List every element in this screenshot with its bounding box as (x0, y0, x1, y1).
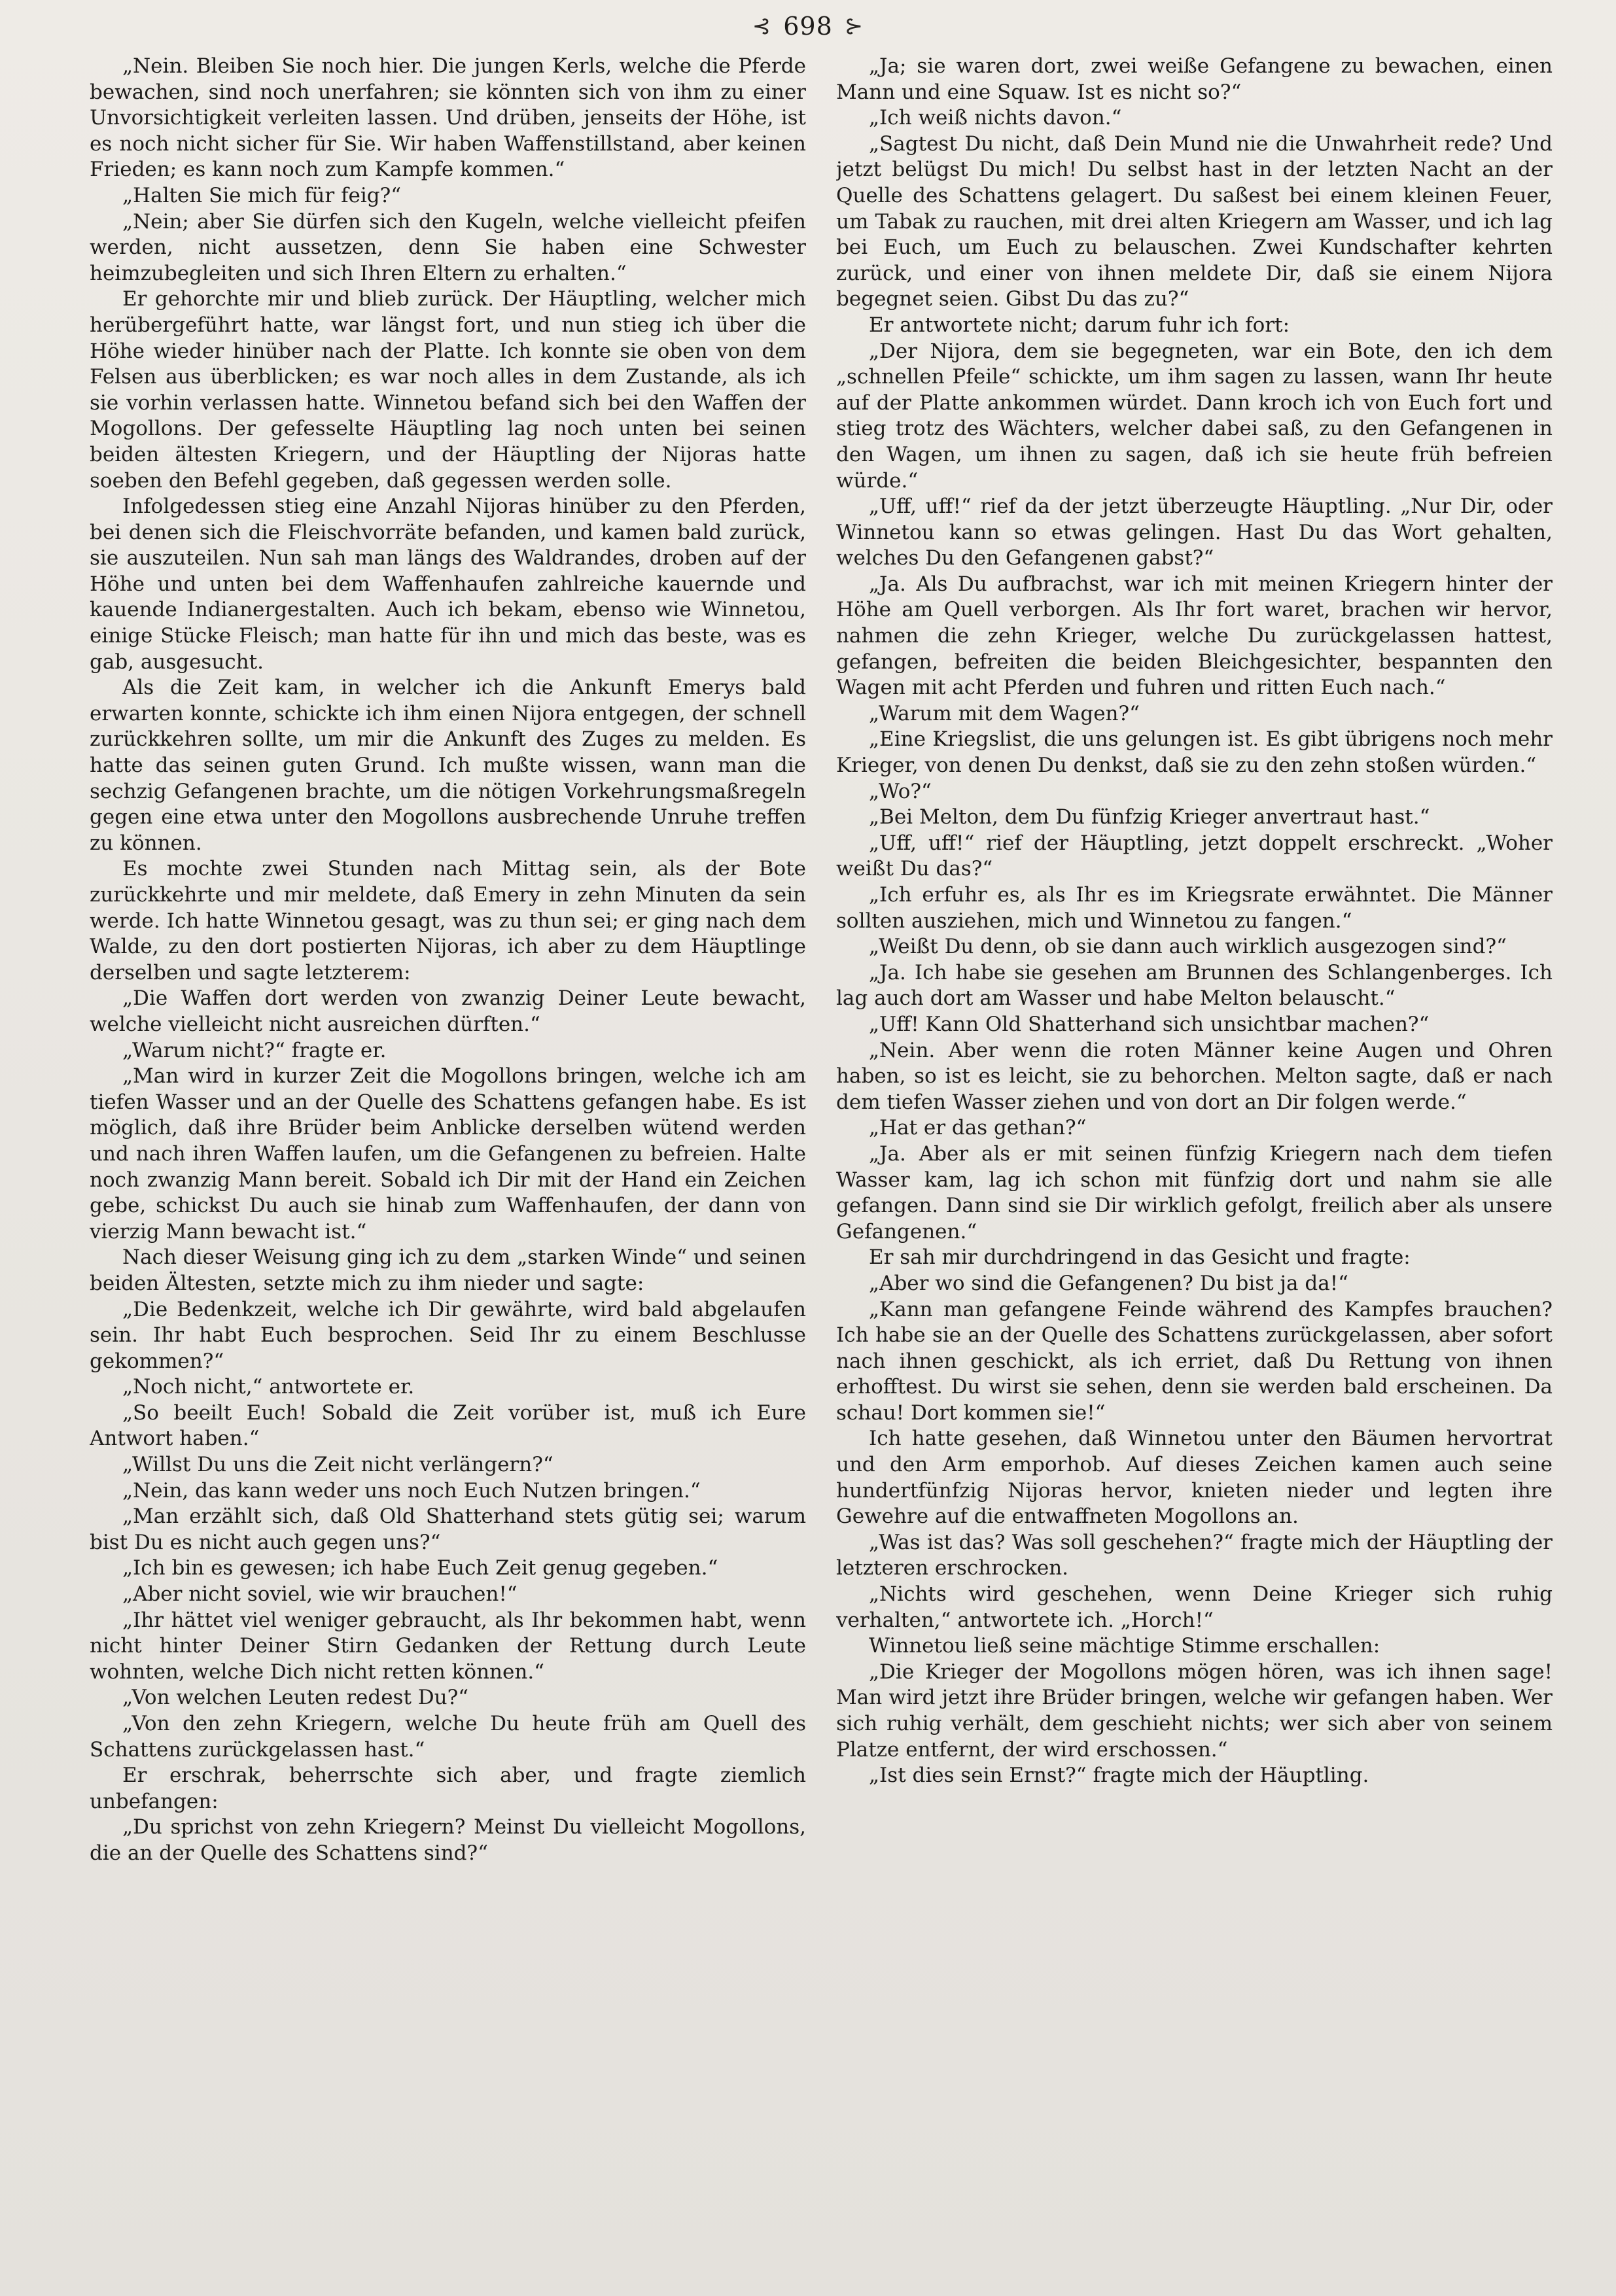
paragraph: „Halten Sie mich für feig?“ (122, 183, 402, 207)
paragraph: Winnetou ließ seine mächtige Stimme erschallen: (869, 1634, 1380, 1658)
paragraph: „So beeilt Euch! Sobald die Zeit vorüber ist, muß ich Eure Antwort haben.“ (90, 1400, 806, 1451)
paragraph: Es mochte zwei Stunden nach Mittag sein, als der Bote zurückkehrte und mir meldete, daß Emery in zehn Minuten da sein werde. Ich hatte Winnetou gesagt, was zu thun sei; er ging nach dem Walde, zu den dort postierten Nijoras, ich aber zu dem Häuptlinge derselben und sagte letzterem: (90, 857, 806, 984)
paragraph: „Die Waffen dort werden von zwanzig Deiner Leute bewacht, welche vielleicht nicht ausreichen dürften.“ (90, 986, 806, 1036)
paragraph: „Bei Melton, dem Du fünfzig Krieger anvertraut hast.“ (869, 805, 1430, 829)
paragraph: „Wo?“ (869, 779, 932, 803)
paragraph: „Uff! Kann Old Shatterhand sich unsichtbar machen?“ (869, 1012, 1430, 1036)
paragraph: „Warum nicht?“ fragte er. (122, 1038, 387, 1062)
right-column (836, 54, 1553, 2278)
paragraph: „Ja. Aber als er mit seinen fünfzig Kriegern nach dem tiefen Wasser kam, lag ich schon mit fünfzig dort und nahm sie alle gefangen. Dann sind sie Dir wirklich gefolgt, freilich aber als unsere Gefangenen.“ (836, 1141, 1553, 1244)
paragraph: „Ihr hättet viel weniger gebraucht, als Ihr bekommen habt, wenn nicht hinter Deiner Stirn Gedanken der Rettung durch Leute wohnten, welche Dich nicht retten können.“ (90, 1608, 806, 1684)
paragraph: „Von welchen Leuten redest Du?“ (122, 1686, 469, 1710)
paragraph: „Die Krieger der Mogollons mögen hören, was ich ihnen sage! Man wird jetzt ihre Brüder bringen, welche wir gefangen haben. Wer sich ruhig verhält, dem geschieht nichts; wer sich aber von seinem Platze entfernt, der wird erschossen.“ (836, 1660, 1553, 1762)
paragraph: „Noch nicht,“ antwortete er. (122, 1375, 415, 1399)
paragraph: „Ich bin es gewesen; ich habe Euch Zeit genug gegeben.“ (122, 1556, 718, 1580)
paragraph: „Eine Kriegslist, die uns gelungen ist. Es gibt übrigens noch mehr Krieger, von denen Du denkst, daß sie zu den zehn stoßen würden.“ (836, 727, 1553, 778)
paragraph: „Weißt Du denn, ob sie dann auch wirklich ausgezogen sind?“ (869, 935, 1507, 959)
paragraph: „Der Nijora, dem sie begegneten, war ein Bote, den ich dem „schnellen Pfeile“ schickte, um ihm sagen zu lassen, wann Ihr heute auf der Platte ankommen würdet. Dann kroch ich von Euch fort und stieg trotz des Wächters, welcher dabei saß, zu den Gefangenen in den Wagen, um ihnen zu sagen, daß ich sie heute früh befreien würde.“ (836, 339, 1553, 493)
paragraph: „Nein. Bleiben Sie noch hier. Die jungen Kerls, welche die Pferde bewachen, sind noch unerfahren; sie könnten sich von ihm zu einer Unvorsichtigkeit verleiten lassen. Und drüben, jenseits der Höhe, ist es noch nicht sicher für Sie. Wir haben Waffenstillstand, aber keinen Frieden; es kann noch zum Kampfe kommen.“ (90, 54, 806, 182)
paragraph: „Aber wo sind die Gefangenen? Du bist ja da!“ (869, 1271, 1349, 1295)
paragraph: „Die Bedenkzeit, welche ich Dir gewährte, wird bald abgelaufen sein. Ihr habt Euch besprochen. Seid Ihr zu einem Beschlusse gekommen?“ (90, 1297, 806, 1373)
paragraph: Er erschrak, beherrschte sich aber, und fragte ziemlich unbefangen: (90, 1764, 806, 1813)
paragraph: „Nichts wird geschehen, wenn Deine Krieger sich ruhig verhalten,“ antwortete ich. „Horch!“ (836, 1582, 1553, 1632)
paragraph: Ich hatte gesehen, daß Winnetou unter den Bäumen hervortrat und den Arm emporhob. Auf dieses Zeichen kamen auch seine hundertfünfzig Nijoras hervor, knieten nieder und legten ihre Gewehre auf die entwaffneten Mogollons an. (836, 1427, 1553, 1529)
paragraph: „Willst Du uns die Zeit nicht verlängern?“ (122, 1453, 553, 1477)
paragraph: Infolgedessen stieg eine Anzahl Nijoras hinüber zu den Pferden, bei denen sich die Fleischvorräte befanden, und kamen bald zurück, sie auszuteilen. Nun sah man längs des Waldrandes, droben auf der Höhe und unten bei dem Waffenhaufen zahlreiche kauernde und kauende Indianergestalten. Auch ich bekam, ebenso wie Winnetou, einige Stücke Fleisch; man hatte für ihn und mich das beste, was es gab, ausgesucht. (90, 495, 806, 674)
paragraph: Er gehorchte mir und blieb zurück. Der Häuptling, welcher mich herübergeführt hatte, war längst fort, und nun stieg ich über die Höhe wieder hinüber nach der Platte. Ich konnte sie oben von dem Felsen aus überblicken; es war noch alles in dem Zustande, als ich sie vorhin verlassen hatte. Winnetou befand sich bei den Waffen der Mogollons. Der gefesselte Häuptling lag noch unten bei seinen beiden ältesten Kriegern, und der Häuptling der Nijoras hatte soeben den Befehl gegeben, daß gegessen werden solle. (90, 287, 806, 493)
paragraph: „Aber nicht soviel, wie wir brauchen!“ (122, 1582, 518, 1607)
paragraph: „Ich erfuhr es, als Ihr es im Kriegsrate erwähntet. Die Männer sollten ausziehen, mich und Winnetou zu fangen.“ (836, 883, 1553, 933)
paragraph: „Sagtest Du nicht, daß Dein Mund nie die Unwahrheit rede? Und jetzt belügst Du mich! Du selbst hast in der letzten Nacht an der Quelle des Schattens gelagert. Du saßest bei einem kleinen Feuer, um Tabak zu rauchen, mit drei alten Kriegern am Wasser, und ich lag bei Euch, um Euch zu belauschen. Zwei Kundschafter kehrten zurück, und einer von ihnen meldete Dir, daß sie einem Nijora begegnet seien. Gibst Du das zu?“ (836, 131, 1553, 311)
paragraph: Er sah mir durchdringend in das Gesicht und fragte: (869, 1245, 1411, 1270)
paragraph: „Ja. Als Du aufbrachst, war ich mit meinen Kriegern hinter der Höhe am Quell verborgen. Als Ihr fort waret, brachen wir hervor, nahmen die zehn Krieger, welche Du zurückgelassen hattest, gefangen, befreiten die beiden Bleichgesichter, bespannten den Wagen mit acht Pferden und fuhren und ritten Euch nach.“ (836, 572, 1553, 700)
paragraph: „Uff, uff!“ rief der Häuptling, jetzt doppelt erschreckt. „Woher weißt Du das?“ (836, 831, 1553, 881)
ornament-right-icon: ⊱ (844, 13, 864, 39)
paragraph: „Uff, uff!“ rief da der jetzt überzeugte Häuptling. „Nur Dir, oder Winnetou kann so etwas gelingen. Hast Du das Wort gehalten, welches Du den Gefangenen gabst?“ (836, 495, 1553, 570)
paragraph: „Ja; sie waren dort, zwei weiße Gefangene zu bewachen, einen Mann und eine Squaw. Ist es nicht so?“ (836, 54, 1553, 104)
paragraph: Als die Zeit kam, in welcher ich die Ankunft Emerys bald erwarten konnte, schickte ich ihm einen Nijora entgegen, der schnell zurückkehren sollte, um mir die Ankunft des Zuges zu melden. Es hatte das seinen guten Grund. Ich mußte wissen, wann man die sechzig Gefangenen brachte, um die nötigen Vorkehrungsmaßregeln gegen eine etwa unter den Mogollons ausbrechende Unruhe treffen zu können. (90, 676, 806, 855)
paragraph: „Warum mit dem Wagen?“ (869, 701, 1140, 725)
paragraph: „Nein; aber Sie dürfen sich den Kugeln, welche vielleicht pfeifen werden, nicht aussetzen, denn Sie haben eine Schwester heimzubegleiten und sich Ihren Eltern zu erhalten.“ (90, 209, 806, 285)
paragraph: „Kann man gefangene Feinde während des Kampfes brauchen? Ich habe sie an der Quelle des Schattens zurückgelassen, aber sofort nach ihnen geschickt, als ich erriet, daß Du Rettung von ihnen erhofftest. Du wirst sie sehen, denn sie werden bald erscheinen. Da schau! Dort kommen sie!“ (836, 1297, 1553, 1425)
paragraph: „Nein, das kann weder uns noch Euch Nutzen bringen.“ (122, 1478, 701, 1503)
paragraph: „Ja. Ich habe sie gesehen am Brunnen des Schlangenberges. Ich lag auch dort am Wasser und habe Melton belauscht.“ (836, 960, 1553, 1011)
paragraph: „Nein. Aber wenn die roten Männer keine Augen und Ohren haben, so ist es leicht, sie zu behorchen. Melton sagte, daß er nach dem tiefen Wasser ziehen und von dort an Dir folgen werde.“ (836, 1038, 1553, 1114)
paragraph: „Man erzählt sich, daß Old Shatterhand stets gütig sei; warum bist Du es nicht auch gegen uns?“ (90, 1505, 806, 1554)
paragraph: Nach dieser Weisung ging ich zu dem „starken Winde“ und seinen beiden Ältesten, setzte mich zu ihm nieder und sagte: (90, 1245, 806, 1295)
paragraph: „Ist dies sein Ernst?“ fragte mich der Häuptling. (869, 1764, 1369, 1788)
paragraph: „Was ist das? Was soll geschehen?“ fragte mich der Häuptling der letzteren erschrocken. (836, 1530, 1553, 1580)
page-number: 698 (783, 12, 833, 41)
paragraph: „Hat er das gethan?“ (869, 1116, 1087, 1140)
paragraph: „Von den zehn Kriegern, welche Du heute früh am Quell des Schattens zurückgelassen hast.“ (90, 1712, 806, 1762)
paragraph: „Man wird in kurzer Zeit die Mogollons bringen, welche ich am tiefen Wasser und an der Quelle des Schattens gefangen habe. Es ist möglich, daß ihre Brüder beim Anblicke derselben wütend werden und nach ihren Waffen laufen, um die Gefangenen zu befreien. Halte noch zwanzig Mann bereit. Sobald ich Dir mit der Hand ein Zeichen gebe, schickst Du auch sie hinab zum Waffenhaufen, der dann von vierzig Mann bewacht ist.“ (90, 1064, 806, 1244)
ornament-left-icon: ⊰ (752, 13, 772, 39)
paragraph: „Du sprichst von zehn Kriegern? Meinst Du vielleicht Mogollons, die an der Quelle des Schattens sind?“ (90, 1815, 806, 1865)
left-column (90, 54, 806, 2278)
page-header (0, 9, 1616, 43)
paragraph: Er antwortete nicht; darum fuhr ich fort: (869, 313, 1290, 337)
paragraph: „Ich weiß nichts davon.“ (869, 106, 1122, 130)
